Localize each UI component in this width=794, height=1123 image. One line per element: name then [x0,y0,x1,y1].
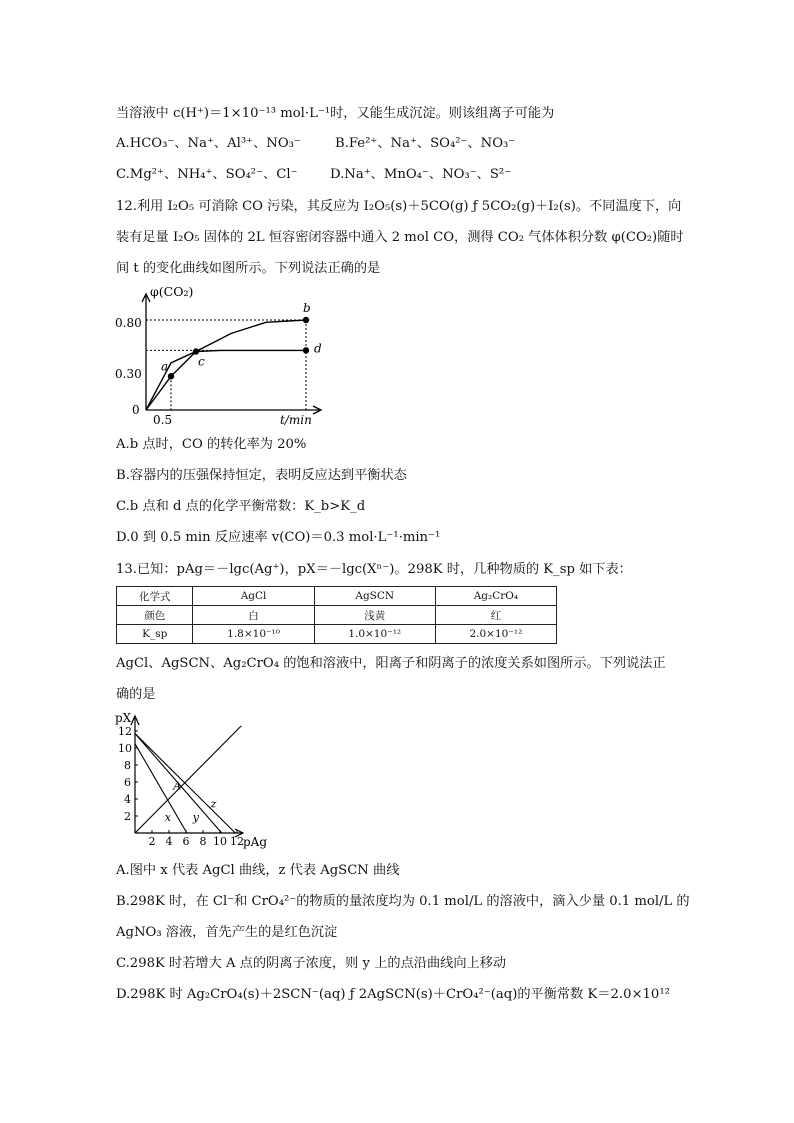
y-tick-label: 0.80 [115,316,142,330]
point-label-b: b [303,301,311,315]
table-cell: 1.8×10⁻¹⁰ [193,625,314,644]
curve-label-x: x [164,811,171,825]
y-tick-label: 2 [124,810,131,823]
table-cell: 白 [193,606,314,625]
question-13-option-a: A.图中 x 代表 AgCl 曲线，z 代表 AgSCN 曲线 [116,863,400,878]
text-line: 当溶液中 c(H⁺)＝1×10⁻¹³ mol·L⁻¹时，又能生成沉淀。则该组离子可能为 [116,106,555,121]
x-tick-label: 6 [182,835,190,848]
point-label-c: c [198,354,205,369]
y-axis-label: φ(CO₂) [150,284,194,299]
y-axis-label: pX [115,711,132,725]
question-12-line3: 间 t 的变化曲线如图所示。下列说法正确的是 [116,261,381,276]
y-tick-label: 6 [124,776,131,789]
y-tick-label: 4 [124,793,131,806]
question-13-option-b-line1: B.298K 时，在 Cl⁻和 CrO₄²⁻的物质的量浓度均为 0.1 mol/L 的溶液中，滴入少量 0.1 mol/L 的 [116,894,690,909]
question-13-line2: AgCl、AgSCN、Ag₂CrO₄ 的饱和溶液中，阳离子和阴离子的浓度关系如图所示。下列说法正 [116,656,666,671]
curve-label-z: z [210,797,217,811]
curve-label-y: y [192,811,200,825]
x-tick-label: 8 [199,835,207,848]
option-b: B.Fe²⁺、Na⁺、SO₄²⁻、NO₃⁻ [335,136,516,151]
option-d: D.Na⁺、MnO₄⁻、NO₃⁻、S²⁻ [330,167,512,182]
co2-volume-fraction-chart [110,282,340,432]
ksp-table [116,586,557,644]
x-tick-label: 2 [148,835,156,848]
option-a: A.HCO₃⁻、Na⁺、Al³⁺、NO₃⁻ [116,136,301,151]
point-b [303,317,309,323]
table-row [117,606,557,625]
question-12-line1: 12.利用 I₂O₅ 可消除 CO 污染，其反应为 I₂O₅(s)＋5CO(g) ƒ 5CO₂(g)＋I₂(s)。不同温度下，向 [116,199,682,214]
series-line-2 [146,350,306,410]
x-axis-label: pAg [243,835,268,849]
point-a [168,373,174,379]
table-cell: 浅黄 [314,606,435,625]
px-pag-chart [110,708,280,853]
y-tick-label: 8 [124,759,131,772]
table-header-cell: AgSCN [314,587,435,606]
x-tick-label: 0.5 [153,413,173,427]
question-13-option-b-line2: AgNO₃ 溶液，首先产生的是红色沉淀 [116,925,338,940]
question-13-option-c: C.298K 时若增大 A 点的阴离子浓度，则 y 上的点沿曲线向上移动 [116,956,507,971]
point-label-a: a [161,359,169,374]
table-row [117,587,557,606]
y-tick-label: 0 [132,403,140,417]
y-tick-label: 0.30 [115,367,142,381]
series-line-diagonal [135,726,241,833]
question-12-option-a: A.b 点时，CO 的转化率为 20% [116,437,307,452]
x-axis-label: t/min [280,413,312,427]
table-header-cell: AgCl [193,587,314,606]
table-cell: K_sp [117,625,193,644]
x-tick-label: 10 [213,835,227,848]
option-c: C.Mg²⁺、NH₄⁺、SO₄²⁻、Cl⁻ [116,167,298,182]
point-label-d: d [314,341,322,356]
question-13-option-d: D.298K 时 Ag₂CrO₄(s)＋2SCN⁻(aq) ƒ 2AgSCN(s)＋CrO₄²⁻(aq)的平衡常数 K＝2.0×10¹² [116,987,670,1002]
table-cell: 2.0×10⁻¹² [435,625,556,644]
y-tick-label: 10 [118,742,132,755]
table-cell: 红 [435,606,556,625]
table-cell: 1.0×10⁻¹² [314,625,435,644]
table-cell: 颜色 [117,606,193,625]
question-12-option-c: C.b 点和 d 点的化学平衡常数：K_b>K_d [116,499,366,514]
x-tick-label: 12 [230,835,244,848]
x-tick-label: 4 [165,835,173,848]
point-d [303,347,309,353]
question-12-option-b: B.容器内的压强保持恒定，表明反应达到平衡状态 [116,468,407,483]
question-12-line2: 装有足量 I₂O₅ 固体的 2L 恒容密闭容器中通入 2 mol CO，测得 CO₂ 气体体积分数 φ(CO₂)随时 [116,230,684,245]
curve-label-A: A [173,779,182,793]
table-row [117,625,557,644]
y-tick-label: 12 [118,725,132,738]
question-13-line1: 13.已知：pAg＝－lgc(Ag⁺)，pX＝－lgc(Xⁿ⁻)。298K 时，几种物质的 K_sp 如下表： [116,562,632,577]
table-header-cell: 化学式 [117,587,193,606]
question-12-option-d: D.0 到 0.5 min 反应速率 v(CO)＝0.3 mol·L⁻¹·min⁻¹ [116,530,441,545]
table-header-cell: Ag₂CrO₄ [435,587,556,606]
question-13-line3: 确的是 [116,687,156,702]
